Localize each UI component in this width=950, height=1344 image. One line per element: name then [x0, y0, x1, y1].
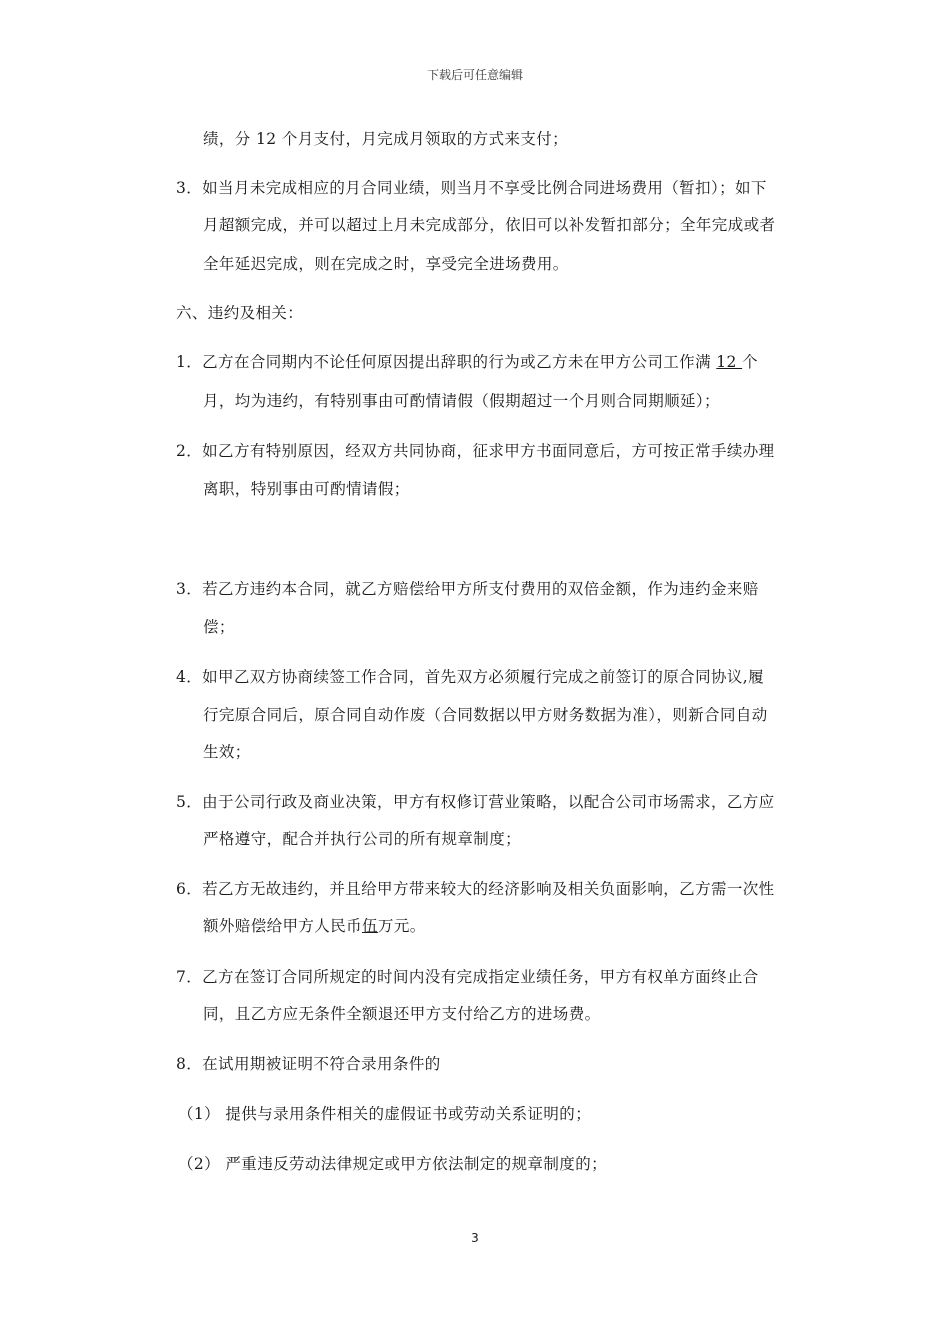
- page-header: 下载后可任意编辑: [426, 68, 523, 82]
- text-line: 8．在试用期被证明不符合录用条件的: [176, 1055, 441, 1073]
- text-line: 偿；: [203, 618, 235, 636]
- text-line: 绩，分 12 个月支付，月完成月领取的方式来支付；: [203, 130, 569, 148]
- underlined-value: 伍: [362, 917, 378, 935]
- text-line: 月超额完成，并可以超过上月未完成部分，依旧可以补发暂扣部分；全年完成或者: [203, 216, 776, 234]
- text-segment: 额外赔偿给甲方人民币: [203, 917, 363, 935]
- text-line: 全年延迟完成，则在完成之时，享受完全进场费用。: [203, 255, 569, 273]
- text-line: 3．若乙方违约本合同，就乙方赔偿给甲方所支付费用的双倍金额，作为违约金来赔: [176, 580, 759, 598]
- page-number: 3: [471, 1231, 479, 1245]
- underlined-value: 12: [716, 353, 743, 371]
- text-line: （2） 严重违反劳动法律规定或甲方依法制定的规章制度的；: [178, 1155, 607, 1173]
- text-line: 6．若乙方无故违约，并且给甲方带来较大的经济影响及相关负面影响，乙方需一次性: [176, 880, 775, 898]
- text-segment: 个: [742, 353, 759, 371]
- text-line: 2．如乙方有特别原因，经双方共同协商，征求甲方书面同意后，方可按正常手续办理: [176, 442, 775, 460]
- text-segment: 1．乙方在合同期内不论任何原因提出辞职的行为或乙方未在甲方公司工作满: [176, 353, 717, 371]
- text-line: 生效；: [203, 743, 251, 761]
- text-line: [176, 351, 758, 373]
- text-line: [203, 915, 426, 937]
- text-line: 7．乙方在签订合同所规定的时间内没有完成指定业绩任务，甲方有权单方面终止合: [176, 968, 759, 986]
- text-line: （1） 提供与录用条件相关的虚假证书或劳动关系证明的；: [178, 1105, 592, 1123]
- text-line: 离职，特别事由可酌情请假；: [203, 480, 410, 498]
- section-heading: 六、违约及相关：: [176, 304, 304, 322]
- text-line: 月，均为违约，有特别事由可酌情请假（假期超过一个月则合同期顺延）；: [203, 392, 720, 410]
- text-line: 4．如甲乙双方协商续签工作合同，首先双方必须履行完成之前签订的原合同协议,履: [176, 668, 764, 686]
- text-line: 5．由于公司行政及商业决策，甲方有权修订营业策略，以配合公司市场需求，乙方应: [176, 793, 775, 811]
- text-segment: 万元。: [377, 917, 426, 935]
- text-line: 行完原合同后，原合同自动作废（合同数据以甲方财务数据为准），则新合同自动: [203, 706, 768, 724]
- text-line: 同，且乙方应无条件全额退还甲方支付给乙方的进场费。: [203, 1005, 601, 1023]
- text-line: 3．如当月未完成相应的月合同业绩，则当月不享受比例合同进场费用（暂扣）；如下: [176, 179, 767, 197]
- text-line: 严格遵守，配合并执行公司的所有规章制度；: [203, 830, 522, 848]
